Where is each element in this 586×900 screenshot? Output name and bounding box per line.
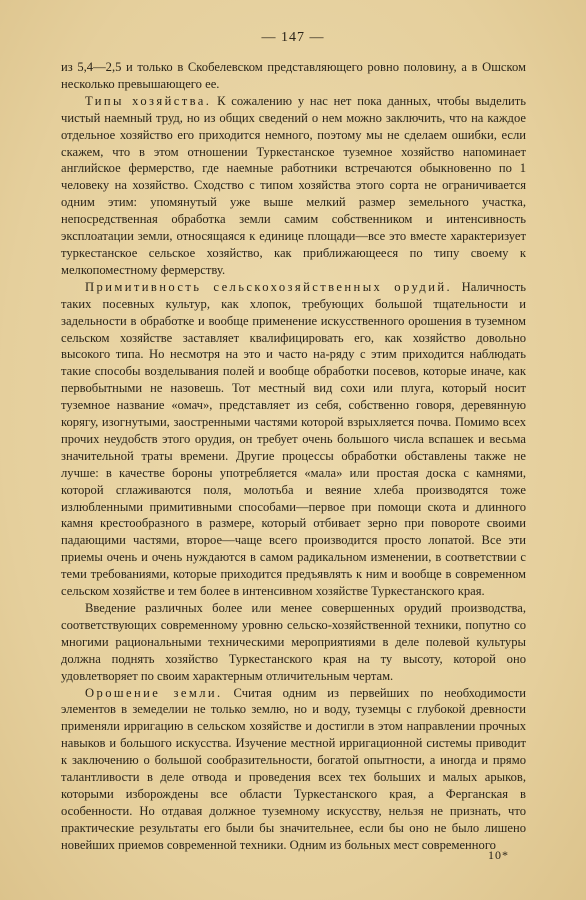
paragraph-1-text: из 5,4—2,5 и только в Скобелевском представляющего ровно половину, а в Ошском несколько превышающего ее. [61, 60, 526, 91]
paragraph-5-text: Считая одним из первейших по необходимости элементов в земеделии не только землю, но и воду, туземцы с глубокой древности применяли ирригацию в сельском хозяйстве и достигли в этом направлении прочных навыков и большого искусства. Изучение местной ирригационной системы приводит к заключению о большой сообразительности, богатой опытности, а иногда и прямо талантливости в деле отвода и проведения всех тех больших и малых арыков, которыми изборождены все области Туркестанского края, а Ферганская в особенности. Но отдавая должное туземному искусству, нельзя не признать, что практические результаты его были бы значительнее, если бы оно не было лишено новейших приемов современной техники. Одним из больных мест современного [61, 685, 526, 852]
paragraph-3-heading: Примитивность сельскохозяйственных орудий. [85, 279, 453, 294]
paragraph-2-text: К сожалению у нас нет пока данных, чтобы выделить чистый наемный труд, но из общих сведений о нем можно заключить, что на каждое отдельное хозяйство его приходится немного, поэтому мы не сделаем ошибки, если скажем, что в этом отношении Туркестанское туземное хозяйство напоминает английское фермерство, где наемные работники встречаются обыкновенно по 1 человеку на хозяйство. Сходство с типом хозяйства этого сорта не ограничивается одним этим: упомянутый уже выше мелкий размер земельного участка, непосредственная обработка земли самим собственником и интенсивность эксплоатации земли, относящаяся к единице площади—все это вместе характеризует туркестанское сельское хозяйство, как приближающееся по типу своему к мелкопоместному фермерству. [61, 93, 526, 277]
paragraph-5-heading: Орошение земли. [85, 685, 223, 700]
paragraph-1 [61, 59, 526, 93]
paragraph-4-text: Введение различных более или менее совершенных орудий производства, соответствующих современному уровню сельско-хозяйственной техники, попутно со многими рациональными техническими мероприятиями в деле полевой культуры должна поднять хозяйство Туркестанского края на ту высоту, которой оно удовлетворяет по своим характерным отличительным чертам. [61, 601, 526, 683]
paragraph-2-heading: Типы хозяйства. [85, 93, 212, 108]
printer-signature: 10* [488, 848, 509, 862]
paragraph-5 [61, 685, 526, 854]
page-number: — 147 — [261, 30, 325, 45]
page-body [61, 59, 526, 854]
paragraph-4 [61, 600, 526, 685]
paragraph-3 [61, 279, 526, 600]
paragraph-3-text: Наличность таких посевных культур, как хлопок, требующих большой тщательности и задельности в обработке и вообще применение искусственного орошения в туземном сельском хозяйстве заставляет квалифицировать его, как хозяйство довольно высокого типа. Но несмотря на это и часто на-ряду с этим приходится наблюдать такие способы возделывания полей и вообще обработки посевов, которые иначе, как первобытными не назовешь. Тот местный вид сохи или плуга, который носит туземное название «омач», представляет из себя, собственно говоря, деревянную корягу, изогнутыми, заостренными частями которой взрыхляется почва. Помимо всех прочих неудобств этого орудия, он требует очень большого числа вспашек и весьма значительной траты времени. Другие процессы обработки обставлены также не лучше: в качестве бороны употребляется «мала» или простая доска с камнями, которой сглаживаются поля, молотьба и веяние хлеба производятся тоже излюбленными примитивными способами—первое при помощи скота и длинного камня крестообразного в размере, который отбивает зерно при повороте своими падающими частями, второе—чаще всего производится просто лопатой. Все эти приемы очень и очень нуждаются в самом радикальном изменении, в соответствии с теми требованиями, которые приходится предъявлять к ним и вообще в современном сельском хозяйстве и тем более в интенсивном хозяйстве Туркестанского края. [61, 279, 526, 599]
paragraph-2 [61, 93, 526, 279]
